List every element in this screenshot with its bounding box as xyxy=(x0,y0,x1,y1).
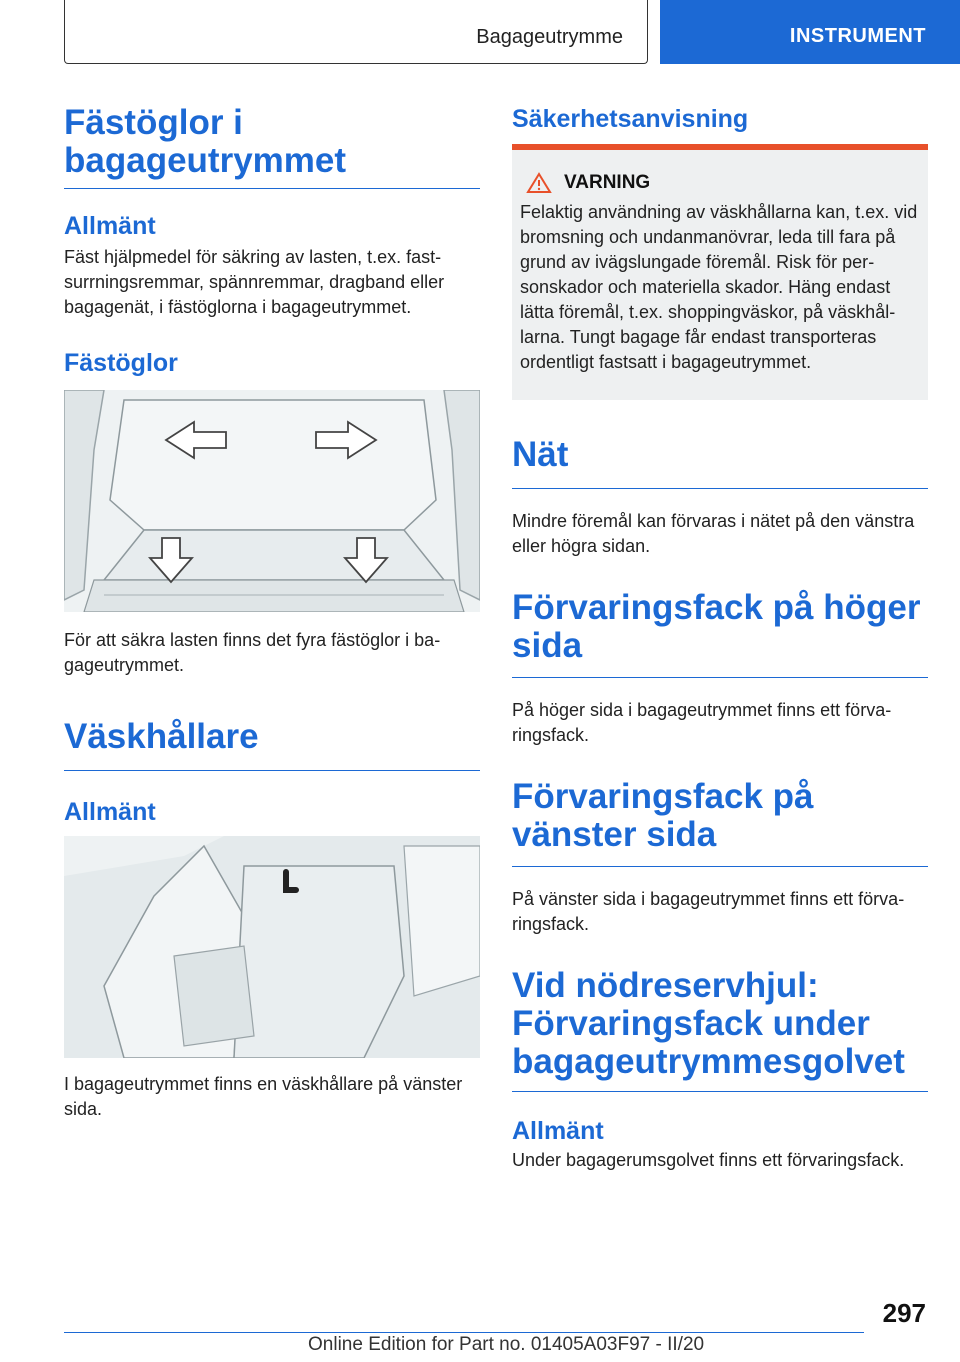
warning-triangle-icon xyxy=(526,172,552,194)
page-number: 297 xyxy=(882,1298,926,1328)
right-column xyxy=(512,104,928,134)
section-title-nodreservhjul: Vid nödreservhjul: Förvaringsfack under bagageutrymmesgolvet xyxy=(512,966,905,1081)
header-chapter-label: INSTRUMENT xyxy=(789,24,926,47)
subheading-sakerhetsanvisning: Säkerhetsanvisning xyxy=(512,105,749,133)
subheading-vaskhallare-allmant: Allmänt xyxy=(64,798,156,826)
title-rule xyxy=(512,488,928,489)
bag-hook-image xyxy=(64,836,480,1058)
trunk-lashing-eyes-image xyxy=(64,390,480,612)
vaskhallare-caption: I bagageutrymmet finns en väskhållare på vänster sida. xyxy=(64,1074,463,1119)
subheading-nod-allmant: Allmänt xyxy=(512,1117,604,1145)
hoger-paragraph: På höger sida i bagageutrymmet finns ett förvaringsfack. xyxy=(512,700,892,745)
warning-header xyxy=(520,172,920,194)
header-section-title: Bagageutrymme xyxy=(476,26,623,48)
title-rule xyxy=(512,1091,928,1092)
warning-text: Felaktig användning av väskhållarna kan, t.ex. vid bromsning och undanmanövrar, leda till fara på grund av ivägslungade föremål. Risk för personskador och materiella skador. Häng endast lätta föremål, t.ex. shoppingväskor, på väskhållarna. Tungt bagage får endast transporteras ordentligt fastsatt i bagageutrymmet. xyxy=(520,202,918,372)
allmant-paragraph: Fäst hjälpmedel för säkring av lasten, t.ex. fastsurrningsremmar, spännremmar, dragband eller bagagenät, i fästöglorna i bagageutrymmet. xyxy=(64,247,445,317)
header-frame xyxy=(64,0,648,64)
section-title-nat: Nät xyxy=(512,435,569,474)
warning-box xyxy=(512,144,928,400)
nod-paragraph: Under bagagerumsgolvet finns ett förvaringsfack. xyxy=(512,1150,905,1170)
header-chapter-tab[interactable] xyxy=(660,0,960,64)
nat-paragraph: Mindre föremål kan förvaras i nätet på den vänstra eller högra sidan. xyxy=(512,511,915,556)
title-rule xyxy=(512,677,928,678)
vanster-paragraph: På vänster sida i bagageutrymmet finns ett förvaringsfack. xyxy=(512,889,905,934)
title-rule xyxy=(512,866,928,867)
subheading-allmant: Allmänt xyxy=(64,212,156,240)
left-column-3 xyxy=(64,1072,480,1122)
footer-edition: Online Edition for Part no. 01405A03F97 - II/20 xyxy=(308,1334,705,1355)
section-title-vaskhallare: Väskhållare xyxy=(64,717,259,756)
right-column-2 xyxy=(512,436,928,1173)
section-title-fastoglor: Fästöglor i bagageutrymmet xyxy=(64,103,347,180)
left-column xyxy=(64,104,480,378)
section-title-hoger: Förvaringsfack på höger sida xyxy=(512,588,921,665)
title-rule xyxy=(64,188,480,189)
fastoglor-caption: För att säkra lasten finns det fyra fästöglor i bagageutrymmet. xyxy=(64,630,441,675)
title-rule xyxy=(64,770,480,771)
left-column-2 xyxy=(64,628,480,827)
subheading-fastoglor: Fästöglor xyxy=(64,349,178,377)
section-title-vanster: Förvaringsfack på vänster sida xyxy=(512,777,814,854)
warning-label: VARNING xyxy=(564,172,651,193)
footer-rule xyxy=(64,1332,864,1333)
